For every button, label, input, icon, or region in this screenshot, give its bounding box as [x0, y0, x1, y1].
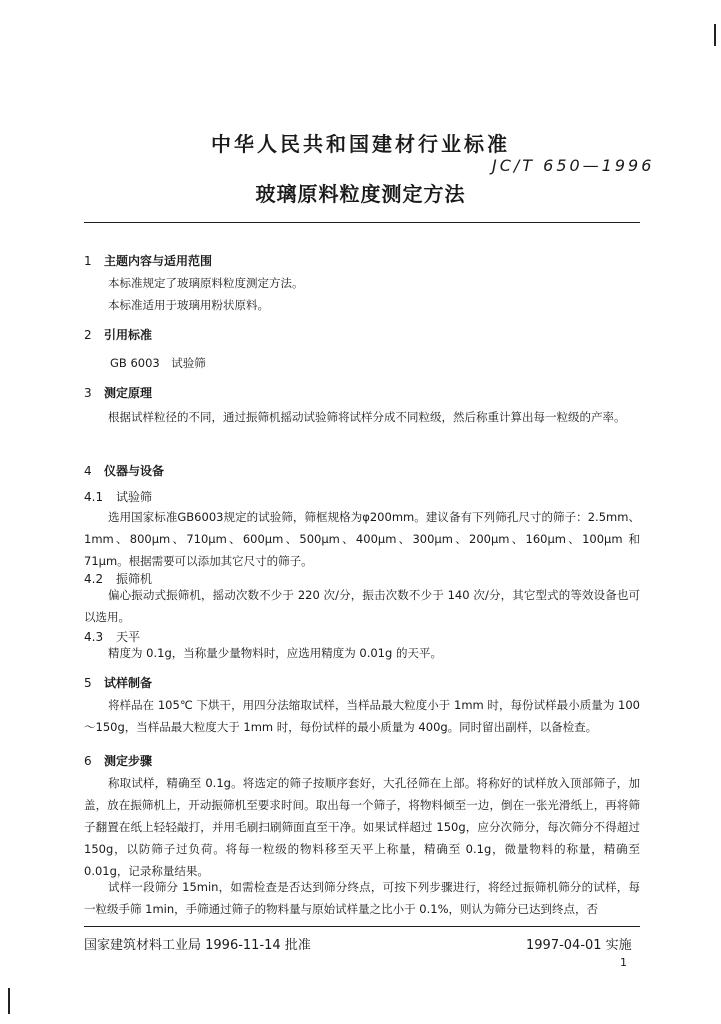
section-1-heading: [84, 252, 212, 269]
section-5-para-1: 将样品在 105℃ 下烘干，用四分法缩取试样，当样品最大粒度小于 1mm 时，每份试样最小质量为 100～150g，当样品最大粒度大于 1mm 时，每份试样的最小质量为 400g。同时留出副样，以备检查。: [84, 698, 640, 734]
subsection-4-1-text: 选用国家标准GB6003规定的试验筛，筛框规格为φ200mm。建议备有下列筛孔尺寸的筛子：2.5mm、1mm、800μm、710μm、600μm、500μm、400μm、300μm、200μm、160μm、100μm 和 71μm。根据需要可以添加其它尺寸的筛子。: [84, 510, 640, 568]
section-title: 测定原理: [104, 386, 153, 400]
subsection-4-2-text: 偏心振动式振筛机，摇动次数不少于 220 次/分，振击次数不少于 140 次/分，其它型式的等效设备也可以选用。: [84, 588, 640, 624]
subsection-title: 振筛机: [116, 572, 153, 586]
section-number: 2: [84, 328, 92, 342]
section-title: 主题内容与适用范围: [104, 254, 213, 268]
section-1-para-1: 本标准规定了玻璃原料粒度测定方法。: [108, 276, 304, 290]
section-title: 仪器与设备: [104, 464, 165, 478]
section-6-para-2: 试样一段筛分 15min，如需检查是否达到筛分终点，可按下列步骤进行，将经过振筛机筛分的试样，每一粒级手筛 1min，手筛通过筛子的物料量与原始试样量之比小于 0.1%，则认为筛分已达到终点，否: [84, 880, 640, 916]
document-title: 玻璃原料粒度测定方法: [255, 182, 466, 206]
section-number: 4: [84, 464, 92, 478]
section-number: 1: [84, 254, 92, 268]
header-rule: [84, 222, 640, 223]
standard-code: JC/T 650—1996: [492, 156, 655, 175]
subsection-title: 天平: [116, 630, 141, 644]
section-title: 试样制备: [104, 676, 153, 690]
section-6-para-1: 称取试样，精确至 0.1g。将选定的筛子按顺序套好，大孔径筛在上部。将称好的试样放入顶部筛子，加盖，放在振筛机上，开动振筛机至要求时间。取出每一个筛子，将物料倾至一边，倒在一张光滑纸上，再将筛子翻置在纸上轻轻敲打，并用毛刷扫刷筛面直至干净。如果试样超过 150g，应分次筛分，每次筛分不得超过 150g，以防筛子过负荷。将每一粒级的物料移至天平上称量，精确至 0.1g，微量物料的称量，精确至 0.01g，记录称量结果。: [84, 776, 640, 878]
section-1-para-2: 本标准适用于玻璃用粉状原料。: [108, 298, 269, 312]
subsection-number: 4.3: [84, 630, 104, 644]
page-number: 1: [620, 956, 627, 969]
section-3-para-1: 根据试样粒径的不同，通过振筛机摇动试验筛将试样分成不同粒级，然后称重计算出每一粒级的产率。: [108, 410, 626, 424]
subsection-title: 试验筛: [116, 490, 153, 504]
section-title: 测定步骤: [104, 754, 153, 768]
subsection-4-3-text: 精度为 0.1g，当称量少量物料时，应选用精度为 0.01g 的天平。: [108, 646, 442, 660]
subsection-number: 4.2: [84, 572, 104, 586]
implementation-date: 1997-04-01 实施: [526, 938, 632, 953]
section-title: 引用标准: [104, 328, 153, 342]
section-5-heading: [84, 674, 152, 691]
section-2-para-1: GB 6003 试验筛: [110, 356, 206, 370]
section-number: 6: [84, 754, 92, 768]
approval-line: 国家建筑材料工业局 1996-11-14 批准: [84, 938, 311, 953]
footer-rule: [84, 926, 640, 927]
scan-edge-mark-bottom: [8, 988, 10, 1014]
section-3-heading: [84, 384, 152, 401]
section-number: 3: [84, 386, 92, 400]
section-2-heading: [84, 326, 152, 343]
scan-edge-mark-top: [714, 24, 716, 46]
subsection-4-1-heading: [84, 488, 152, 505]
subsection-number: 4.1: [84, 490, 104, 504]
section-6-heading: [84, 752, 152, 769]
section-number: 5: [84, 676, 92, 690]
section-4-heading: [84, 462, 164, 479]
standard-org-heading: 中华人民共和国建材行业标准: [211, 132, 510, 156]
